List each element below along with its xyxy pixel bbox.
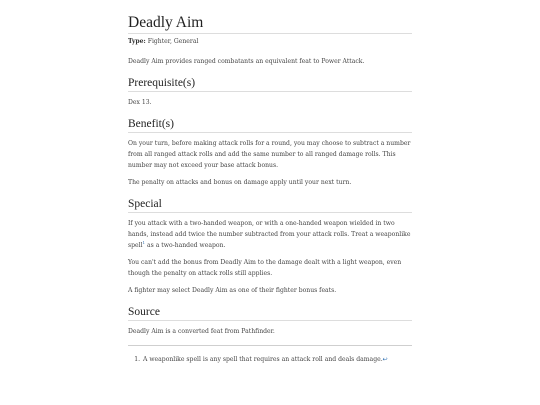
prerequisite-text: Dex 13. [128,99,152,106]
type-label: Type: [128,38,146,45]
special-paragraph-3: A fighter may select Deadly Aim as one of their fighter bonus feats. [128,287,337,294]
special-paragraph-2: You can't add the bonus from Deadly Aim to the damage dealt with a light weapon, even though the penalty on attack rolls still applies. [128,259,402,277]
intro-paragraph: Deadly Aim provides ranged combatants an equivalent feat to Power Attack. [128,58,365,65]
source-text: Deadly Aim is a converted feat from Pathfinder. [128,328,275,335]
footnote-backref-icon[interactable]: ↩ [382,356,388,363]
special-text-before: If you attack with a two-handed weapon, or with a one-handed weapon wielded in two hands, instead add twice the number subtracted from your attack rolls. Treat a weaponlike spell [128,220,411,249]
feat-type [128,36,412,47]
benefit-paragraph-1: On your turn, before making attack rolls for a round, you may choose to subtract a number from all ranged attack rolls and add the same number to all ranged damage rolls. This number may not exceed your base attack bonus. [128,140,411,169]
article [128,14,412,365]
footnotes-list [128,354,412,365]
footnote-text: A weaponlike spell is any spell that requires an attack roll and deals damage. [143,356,383,363]
footnotes-divider [128,345,412,346]
footnote-ref-link[interactable]: 1 [142,239,146,245]
benefit-heading: Benefit(s) [128,117,412,133]
type-value: Fighter, General [147,38,199,45]
benefit-paragraph-2: The penalty on attacks and bonus on damage apply until your next turn. [128,179,352,186]
footnote-item [142,354,412,365]
special-text-after: as a two-handed weapon. [145,242,226,249]
special-heading: Special [128,197,412,213]
source-heading: Source [128,305,412,321]
special-paragraph-1 [128,218,412,251]
prerequisite-heading: Prerequisite(s) [128,76,412,92]
page-title: Deadly Aim [128,14,412,34]
